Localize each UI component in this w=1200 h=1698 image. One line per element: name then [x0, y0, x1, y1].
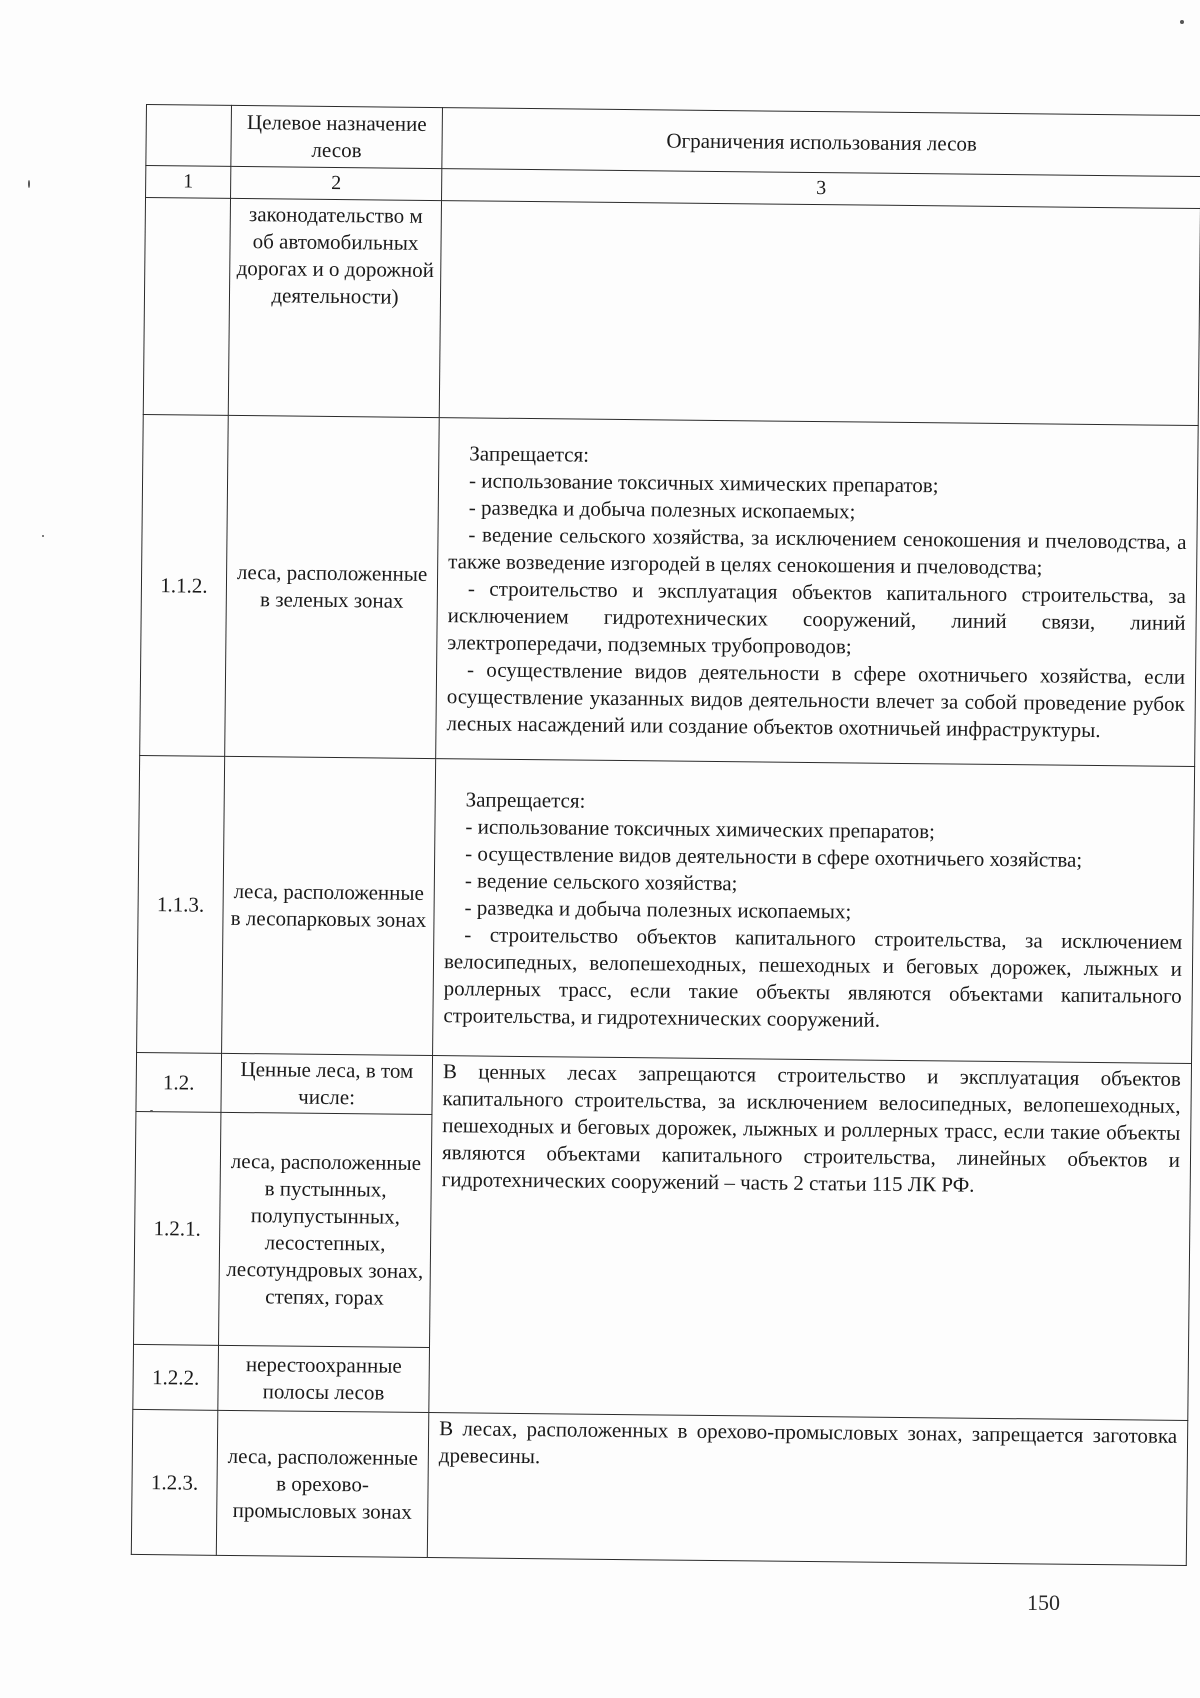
column-number-2: 2: [231, 166, 442, 200]
row-purpose: леса, расположенные в орехово-промысловых зонах: [216, 1410, 429, 1557]
restriction-line: - использование токсичных химических препаратов;: [468, 467, 939, 497]
page-number: 150: [1027, 1590, 1060, 1615]
header-restrictions-cell: Ограничения использования лесов: [442, 108, 1200, 177]
row-purpose: леса, расположенные в лесопарковых зонах: [222, 756, 436, 1055]
column-number-1: 1: [146, 166, 231, 199]
row-number: 1.2.3.: [131, 1409, 218, 1555]
scan-speck: [150, 1110, 153, 1112]
restriction-line: - ведение сельского хозяйства, за исключением сенокошения и пчеловодства, а также возведение изгородей в целях сенокошения и пчеловодства;: [448, 521, 1187, 579]
row-purpose: нерестоохранные полосы лесов: [218, 1345, 430, 1412]
row-number: 1.2.2.: [133, 1344, 219, 1410]
restriction-line: - строительство и эксплуатация объектов капитального строительства, за исключением гидротехнических сооружений, линий связи, линий электропередачи, подземных трубопроводов;: [447, 575, 1187, 658]
header-number-cell: [146, 105, 232, 167]
table-row: [143, 198, 1200, 426]
restriction-line: - осуществление видов деятельности в сфере охотничьего хозяйства, если осуществление указанных видов деятельности влечет за собой проведение рубок лесных насаждений или создание объектов охотничьей инфраструктуры.: [446, 656, 1186, 742]
forest-restrictions-table: [131, 104, 1200, 1566]
restriction-line: Запрещается:: [465, 786, 586, 813]
table-header-row: [146, 105, 1200, 177]
header-purpose-cell: Целевое назначение лесов: [231, 105, 443, 168]
table-row: [140, 414, 1199, 766]
row-restrictions: [433, 759, 1195, 1064]
row-purpose: законодательство м об автомобильных дорогах и о дорожной деятельности): [228, 198, 441, 417]
row-number: 1.2.: [136, 1052, 222, 1112]
restriction-line: - осуществление видов деятельности в сфере охотничьего хозяйства;: [465, 840, 1083, 872]
row-restrictions: [427, 1413, 1187, 1566]
row-number: [143, 198, 230, 416]
scan-speck: [42, 535, 44, 537]
scan-speck: [28, 180, 30, 188]
row-purpose: Ценные леса, в том числе:: [221, 1053, 433, 1114]
restriction-line: - использование токсичных химических препаратов;: [465, 813, 936, 843]
row-restrictions: [439, 201, 1200, 426]
table-row: [137, 755, 1195, 1063]
restriction-line: В лесах, расположенных в орехово-промысловых зонах, запрещается заготовка древесины.: [438, 1416, 1178, 1469]
restriction-line: В ценных лесах запрещаются строительство и эксплуатация объектов капитального строительства, за исключением велосипедных, велопешеходных, пешеходных и беговых дорожек, лыжных и роллерных трасс, если такие объекты являются объектами капитального строительства, линейных объектов и гидротехнических сооружений – часть 2 статьи 115 ЛК РФ.: [441, 1059, 1181, 1197]
table-row: [136, 1052, 1192, 1122]
row-purpose: леса, расположенные в пустынных, полупустынных, лесостепных, лесотундровых зонах, степях, горах: [219, 1112, 432, 1347]
row-restrictions: [436, 418, 1199, 767]
restriction-line: - строительство объектов капитального строительства, за исключением велосипедных, велопешеходных, пешеходных и беговых дорожек, лыжных и роллерных трасс, если такие объекты являются объектами капитального строительства, и гидротехнических сооружений.: [443, 921, 1183, 1032]
row-number: 1.2.1.: [134, 1111, 221, 1345]
column-number-3: 3: [442, 169, 1200, 209]
restriction-line: Запрещается:: [469, 440, 590, 467]
row-purpose: леса, расположенные в зеленых зонах: [225, 415, 440, 758]
restriction-line: - разведка и добыча полезных ископаемых;: [468, 494, 856, 523]
row-number: 1.1.3.: [137, 755, 225, 1053]
restriction-line: - разведка и добыча полезных ископаемых;: [464, 894, 852, 923]
row-number: 1.1.2.: [140, 414, 229, 756]
scan-speck: [1180, 20, 1184, 24]
restriction-line: - ведение сельского хозяйства;: [464, 867, 738, 895]
table-row: [131, 1409, 1187, 1565]
row-restrictions: [429, 1056, 1192, 1421]
